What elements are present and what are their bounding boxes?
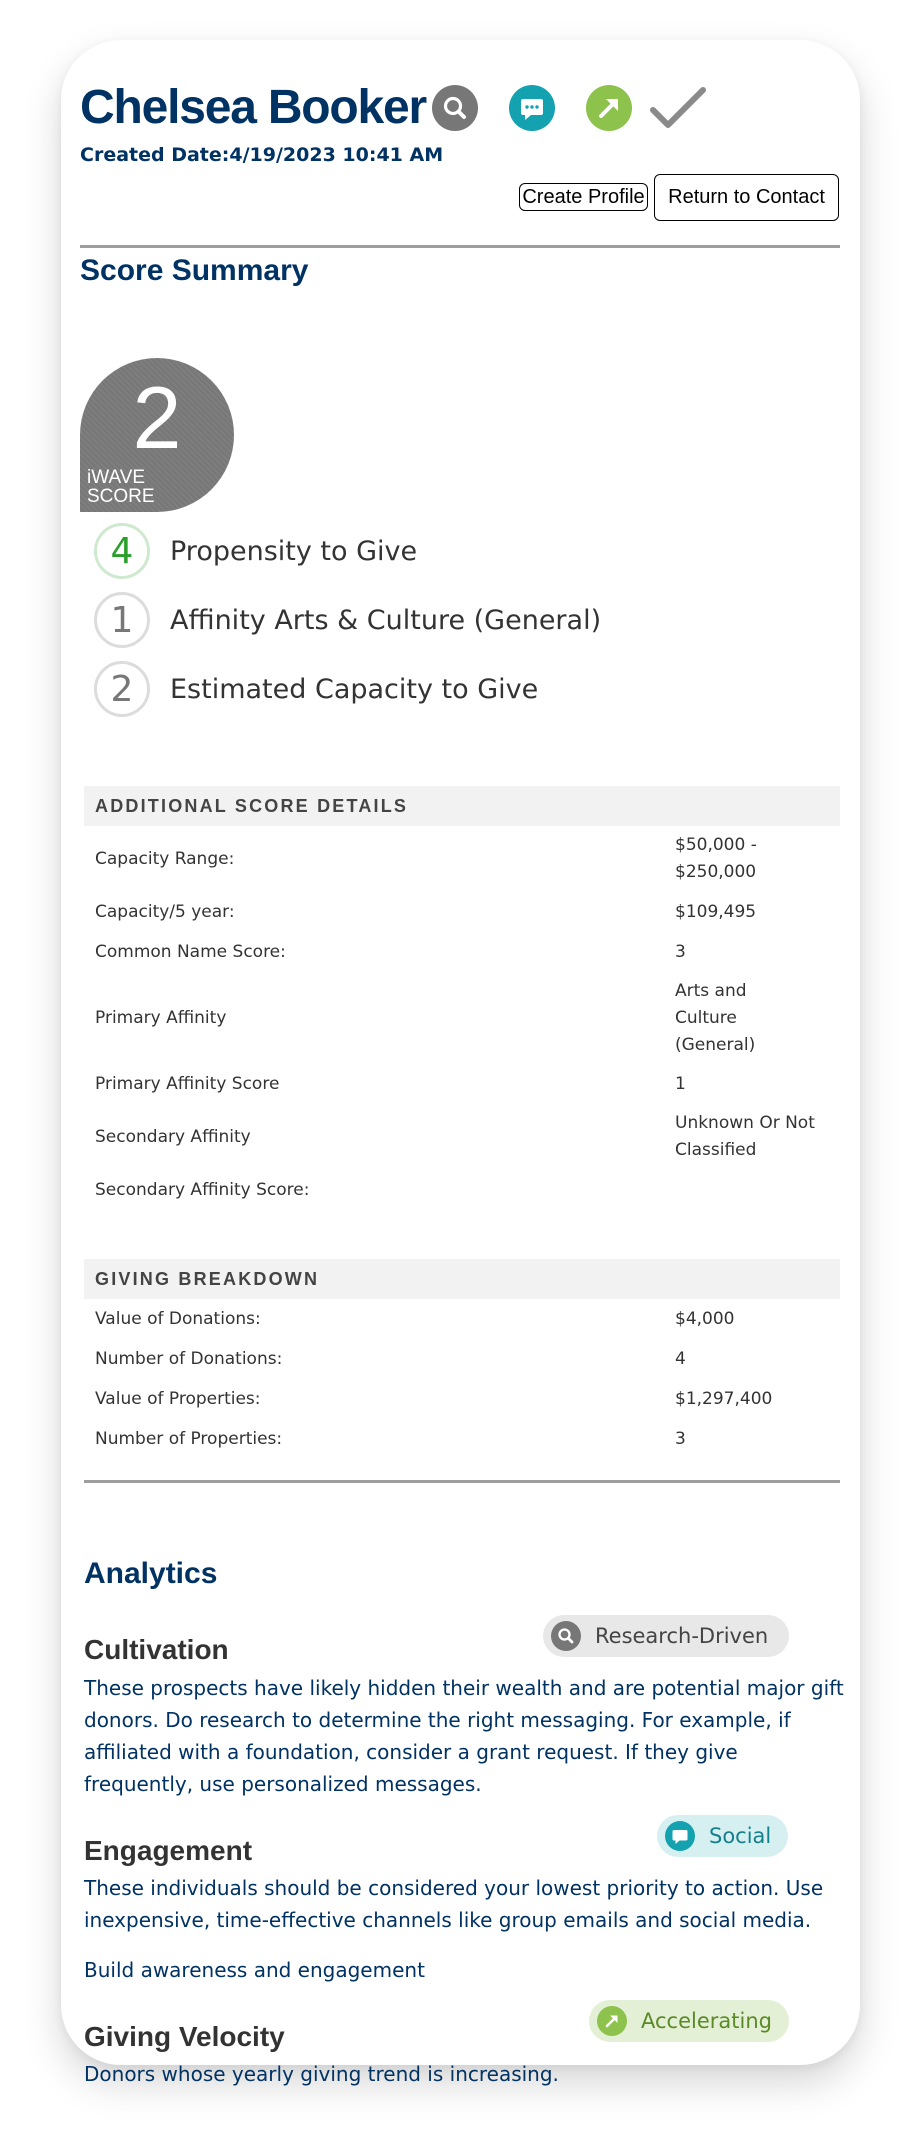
giving-row: [84, 1339, 840, 1379]
detail-label: Secondary Affinity: [95, 1127, 251, 1147]
search-icon[interactable]: [432, 85, 478, 131]
giving-breakdown-header: GIVING BREAKDOWN: [84, 1259, 840, 1299]
analytics-title: Analytics: [84, 1557, 218, 1590]
giving-row: [84, 1299, 840, 1339]
cultivation-title: Cultivation: [84, 1634, 229, 1665]
created-date: Created Date:4/19/2023 10:41 AM: [80, 144, 444, 166]
research-driven-badge: [543, 1615, 789, 1657]
detail-label: Primary Affinity: [95, 1008, 227, 1028]
giving-velocity-title: Giving Velocity: [84, 2021, 285, 2052]
detail-value: $109,495: [675, 901, 757, 922]
chat-icon[interactable]: [509, 85, 555, 131]
subscore-label: Propensity to Give: [170, 535, 418, 567]
giving-label: Value of Donations:: [95, 1309, 261, 1329]
cultivation-description: These prospects have likely hidden their wealth and are potential major gift donors. Do research to determine the right messaging. For example, if affiliated with a foundation, consider a grant request. If they give frequently, use personalized messages.: [84, 1676, 844, 1796]
giving-value: 4: [675, 1348, 686, 1369]
giving-velocity-description: Donors whose yearly giving trend is increasing.: [84, 2062, 559, 2086]
badge-label: Research-Driven: [595, 1624, 769, 1648]
detail-value: 3: [675, 941, 686, 962]
subscore-label: Estimated Capacity to Give: [170, 673, 539, 705]
subscore-value: 2: [94, 661, 150, 717]
detail-row: [84, 1064, 840, 1104]
engagement-note: Build awareness and engagement: [84, 1958, 425, 1982]
trend-icon[interactable]: [586, 85, 632, 131]
subscore-row: [94, 658, 538, 720]
detail-row: [84, 826, 840, 892]
giving-value: 3: [675, 1428, 686, 1449]
detail-row: [84, 932, 840, 972]
analytics-divider: [84, 1480, 840, 1483]
checkmark-icon[interactable]: [648, 84, 708, 134]
subscore-label: Affinity Arts & Culture (General): [170, 604, 602, 636]
giving-value: $1,297,400: [675, 1388, 773, 1409]
subscore-value: 1: [94, 592, 150, 648]
giving-value: $4,000: [675, 1308, 735, 1329]
badge-label: Accelerating: [641, 2009, 772, 2033]
iwave-score-value: 2: [132, 368, 182, 467]
detail-value: Arts and Culture (General): [675, 980, 756, 1055]
detail-label: Primary Affinity Score: [95, 1074, 280, 1094]
create-profile-button[interactable]: Create Profile: [519, 183, 648, 211]
iwave-score-badge: [80, 358, 234, 512]
detail-value: $50,000 - $250,000: [675, 835, 757, 882]
chat-icon: [665, 1821, 695, 1851]
detail-row: [84, 1170, 840, 1210]
detail-label: Common Name Score:: [95, 942, 286, 962]
profile-card: [61, 40, 860, 2086]
social-badge: [657, 1815, 788, 1857]
detail-label: Capacity Range:: [95, 849, 235, 869]
giving-label: Number of Properties:: [95, 1429, 283, 1449]
subscore-value: 4: [94, 523, 150, 579]
detail-label: Capacity/5 year:: [95, 902, 235, 922]
engagement-title: Engagement: [84, 1835, 253, 1866]
iwave-score-label: iWAVE SCORE: [87, 467, 155, 507]
subscore-row: [94, 589, 601, 651]
score-summary-title: Score Summary: [80, 254, 309, 287]
giving-label: Number of Donations:: [95, 1349, 283, 1369]
search-icon: [551, 1621, 581, 1651]
detail-row: [84, 892, 840, 932]
detail-label: Secondary Affinity Score:: [95, 1180, 310, 1200]
detail-value: 1: [675, 1073, 686, 1094]
return-to-contact-button[interactable]: Return to Contact: [654, 174, 839, 221]
contact-name: Chelsea Booker: [80, 81, 427, 134]
trend-icon: [597, 2006, 627, 2036]
badge-label: Social: [709, 1824, 772, 1848]
giving-row: [84, 1379, 840, 1419]
detail-value: Unknown Or Not Classified: [675, 1113, 815, 1160]
subscore-row: [94, 520, 417, 582]
giving-row: [84, 1419, 840, 1459]
additional-details-header: ADDITIONAL SCORE DETAILS: [84, 786, 840, 826]
engagement-description: These individuals should be considered your lowest priority to action. Use inexpensive, time-effective channels like group emails and social media.: [84, 1876, 824, 1932]
header-divider: [80, 245, 840, 248]
giving-label: Value of Properties:: [95, 1389, 261, 1409]
detail-row: [84, 1104, 840, 1170]
accelerating-badge: [589, 2000, 789, 2042]
detail-row: [84, 972, 840, 1064]
